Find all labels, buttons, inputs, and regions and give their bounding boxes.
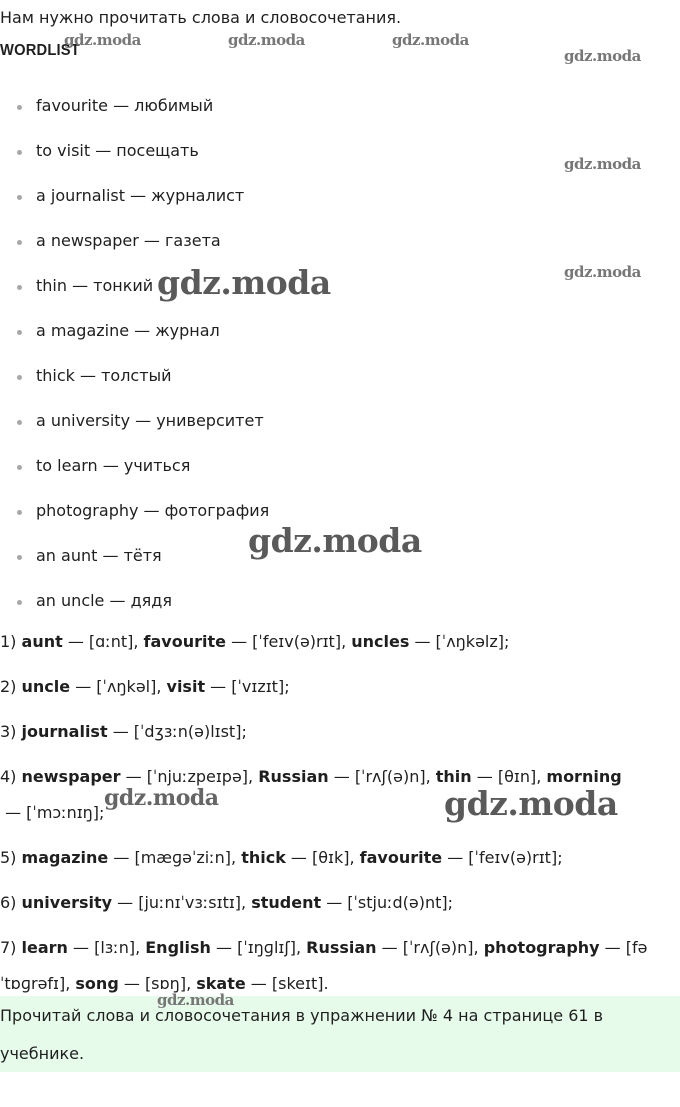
watermark: gdz.moda <box>157 991 234 1009</box>
phonetic-transcription: [ˈrʌʃ(ə)n] <box>354 767 426 786</box>
wordlist-item: a journalist — журналист <box>0 184 680 229</box>
wordlist-item: a magazine — журнал <box>0 319 680 364</box>
line-number: 4) <box>0 767 17 786</box>
dash-separator: — <box>67 938 95 957</box>
line-end: ; <box>557 848 563 867</box>
english-word: aunt <box>21 632 63 651</box>
english-word: favourite <box>359 848 443 867</box>
dash-separator: — <box>120 767 147 786</box>
watermark: gdz.moda <box>228 31 305 49</box>
line-number: 1) <box>0 632 17 651</box>
wordlist-item: thick — толстый <box>0 364 680 409</box>
watermark: gdz.moda <box>104 785 219 811</box>
line-end: ; <box>504 632 510 651</box>
english-word: magazine <box>21 848 109 867</box>
wordlist-item: a university — университет <box>0 409 680 454</box>
english-word: uncle <box>21 677 71 696</box>
phonetic-transcription: [ˈɪŋɡlɪʃ] <box>237 938 296 957</box>
wordlist-item: to visit — посещать <box>0 139 680 184</box>
english-word: visit <box>166 677 206 696</box>
english-word: favourite <box>143 632 226 651</box>
wordlist-item: photography — фотография <box>0 499 680 544</box>
english-word: uncles <box>351 632 410 651</box>
english-word: journalist <box>21 722 108 741</box>
phonetic-transcription: [fəˈtɒɡrəfɪ] <box>0 938 648 993</box>
phonetic-transcription: [sɒŋ] <box>144 974 187 993</box>
dash-separator: — <box>376 938 403 957</box>
dash-separator: — <box>62 632 89 651</box>
phonetic-transcription: [lɜːn] <box>94 938 136 957</box>
watermark: gdz.moda <box>564 263 641 281</box>
dash-separator: — <box>409 632 436 651</box>
wordlist-item: thin — тонкий <box>0 274 680 319</box>
transcription-line: 5) magazine — [mæɡəˈziːn], thick — [θɪk], favourite — [ˈfeɪv(ə)rɪt]; <box>0 848 563 867</box>
english-word: student <box>251 893 322 912</box>
line-end: ; <box>284 677 290 696</box>
transcription-line: 1) aunt — [ɑːnt], favourite — [ˈfeɪv(ə)rɪt], uncles — [ˈʌŋkəlz]; <box>0 632 510 651</box>
phonetic-transcription: [ˈmɔːnɪŋ] <box>26 803 100 822</box>
phonetic-transcription: [θɪn] <box>497 767 537 786</box>
line-number: 3) <box>0 722 17 741</box>
dash-separator: — <box>118 974 145 993</box>
transcription-line: 2) uncle — [ˈʌŋkəl], visit — [ˈvɪzɪt]; <box>0 677 290 696</box>
english-word: photography <box>483 938 600 957</box>
watermark: gdz.moda <box>444 784 618 823</box>
phonetic-transcription: [skeɪt] <box>271 974 324 993</box>
english-word: English <box>145 938 211 957</box>
dash-separator: — <box>321 893 348 912</box>
wordlist-item: an aunt — тётя <box>0 544 680 589</box>
instruction-callout: Прочитай слова и словосочетания в упражнении № 4 на странице 61 в учебнике. <box>0 996 680 1072</box>
phonetic-transcription: [mæɡəˈziːn] <box>134 848 232 867</box>
line-number: 5) <box>0 848 17 867</box>
line-end: ; <box>99 803 105 822</box>
line-number: 6) <box>0 893 17 912</box>
phonetic-transcription: [ˈfeɪv(ə)rɪt] <box>252 632 342 651</box>
phonetic-transcription: [θɪk] <box>312 848 350 867</box>
dash-separator: — <box>328 767 355 786</box>
phonetic-transcription: [ɑːnt] <box>88 632 134 651</box>
watermark: gdz.moda <box>392 31 469 49</box>
line-end: . <box>323 974 329 993</box>
wordlist-item: a newspaper — газета <box>0 229 680 274</box>
line-end: ; <box>241 722 247 741</box>
dash-separator: — <box>285 848 313 867</box>
phonetic-transcription: [ˈrʌʃ(ə)n] <box>402 938 474 957</box>
english-word: song <box>75 974 119 993</box>
transcription-line: 4) newspaper — [ˈnjuːzpeɪpə], Russian — [ˈrʌʃ(ə)n], thin — [θɪn], morning — [ˈmɔːnɪŋ]; <box>0 767 622 822</box>
phonetic-transcription: [ˈstjuːd(ə)nt] <box>347 893 448 912</box>
watermark: gdz.moda <box>564 155 641 173</box>
wordlist-heading: WORDLIST <box>0 42 80 59</box>
phonetic-transcription: [ˈʌŋkəl] <box>96 677 157 696</box>
dash-separator: — <box>442 848 469 867</box>
dash-separator: — <box>599 938 626 957</box>
dash-separator: — <box>107 722 134 741</box>
english-word: thin <box>435 767 472 786</box>
transcription-line: 7) learn — [lɜːn], English — [ˈɪŋɡlɪʃ], Russian — [ˈrʌʃ(ə)n], photography — [fəˈtɒɡrəfɪ], song — [sɒŋ], skate — [skeɪt]. <box>0 938 648 993</box>
line-end: ; <box>447 893 454 912</box>
phonetic-transcription: [ˈfeɪv(ə)rɪt] <box>468 848 558 867</box>
watermark: gdz.moda <box>564 47 641 65</box>
english-word: learn <box>21 938 68 957</box>
phonetic-transcription: [ˈvɪzɪt] <box>231 677 285 696</box>
phonetic-transcription: [ˈnjuːzpeɪpə] <box>146 767 249 786</box>
dash-separator: — <box>205 677 232 696</box>
english-word: Russian <box>306 938 377 957</box>
dash-separator: — <box>112 893 139 912</box>
dash-separator: — <box>108 848 135 867</box>
english-word: skate <box>196 974 246 993</box>
line-number: 2) <box>0 677 17 696</box>
dash-separator: — <box>70 677 97 696</box>
english-word: university <box>21 893 113 912</box>
phonetic-transcription: [juːnɪˈvɜːsɪtɪ] <box>138 893 242 912</box>
dash-separator: — <box>245 974 272 993</box>
dash-separator: — <box>0 803 27 822</box>
intro-text: Нам нужно прочитать слова и словосочетания. <box>0 8 402 27</box>
line-number: 7) <box>0 938 17 957</box>
wordlist-item: favourite — любимый <box>0 94 680 139</box>
transcription-line: 6) university — [juːnɪˈvɜːsɪtɪ], student — [ˈstjuːd(ə)nt]; <box>0 893 454 912</box>
dash-separator: — <box>210 938 238 957</box>
phonetic-transcription: [ˈdʒɜːn(ə)lɪst] <box>133 722 242 741</box>
english-word: morning <box>546 767 622 786</box>
dash-separator: — <box>226 632 253 651</box>
transcription-line <box>0 714 680 750</box>
english-word: thick <box>241 848 286 867</box>
english-word: Russian <box>258 767 329 786</box>
watermark: gdz.moda <box>248 521 422 560</box>
wordlist-item: to learn — учиться <box>0 454 680 499</box>
dash-separator: — <box>471 767 498 786</box>
phonetic-transcription: [ˈʌŋkəlz] <box>435 632 504 651</box>
english-word: newspaper <box>21 767 121 786</box>
watermark: gdz.moda <box>157 263 331 302</box>
watermark: gdz.moda <box>64 31 141 49</box>
wordlist-item: an uncle — дядя <box>0 589 680 634</box>
